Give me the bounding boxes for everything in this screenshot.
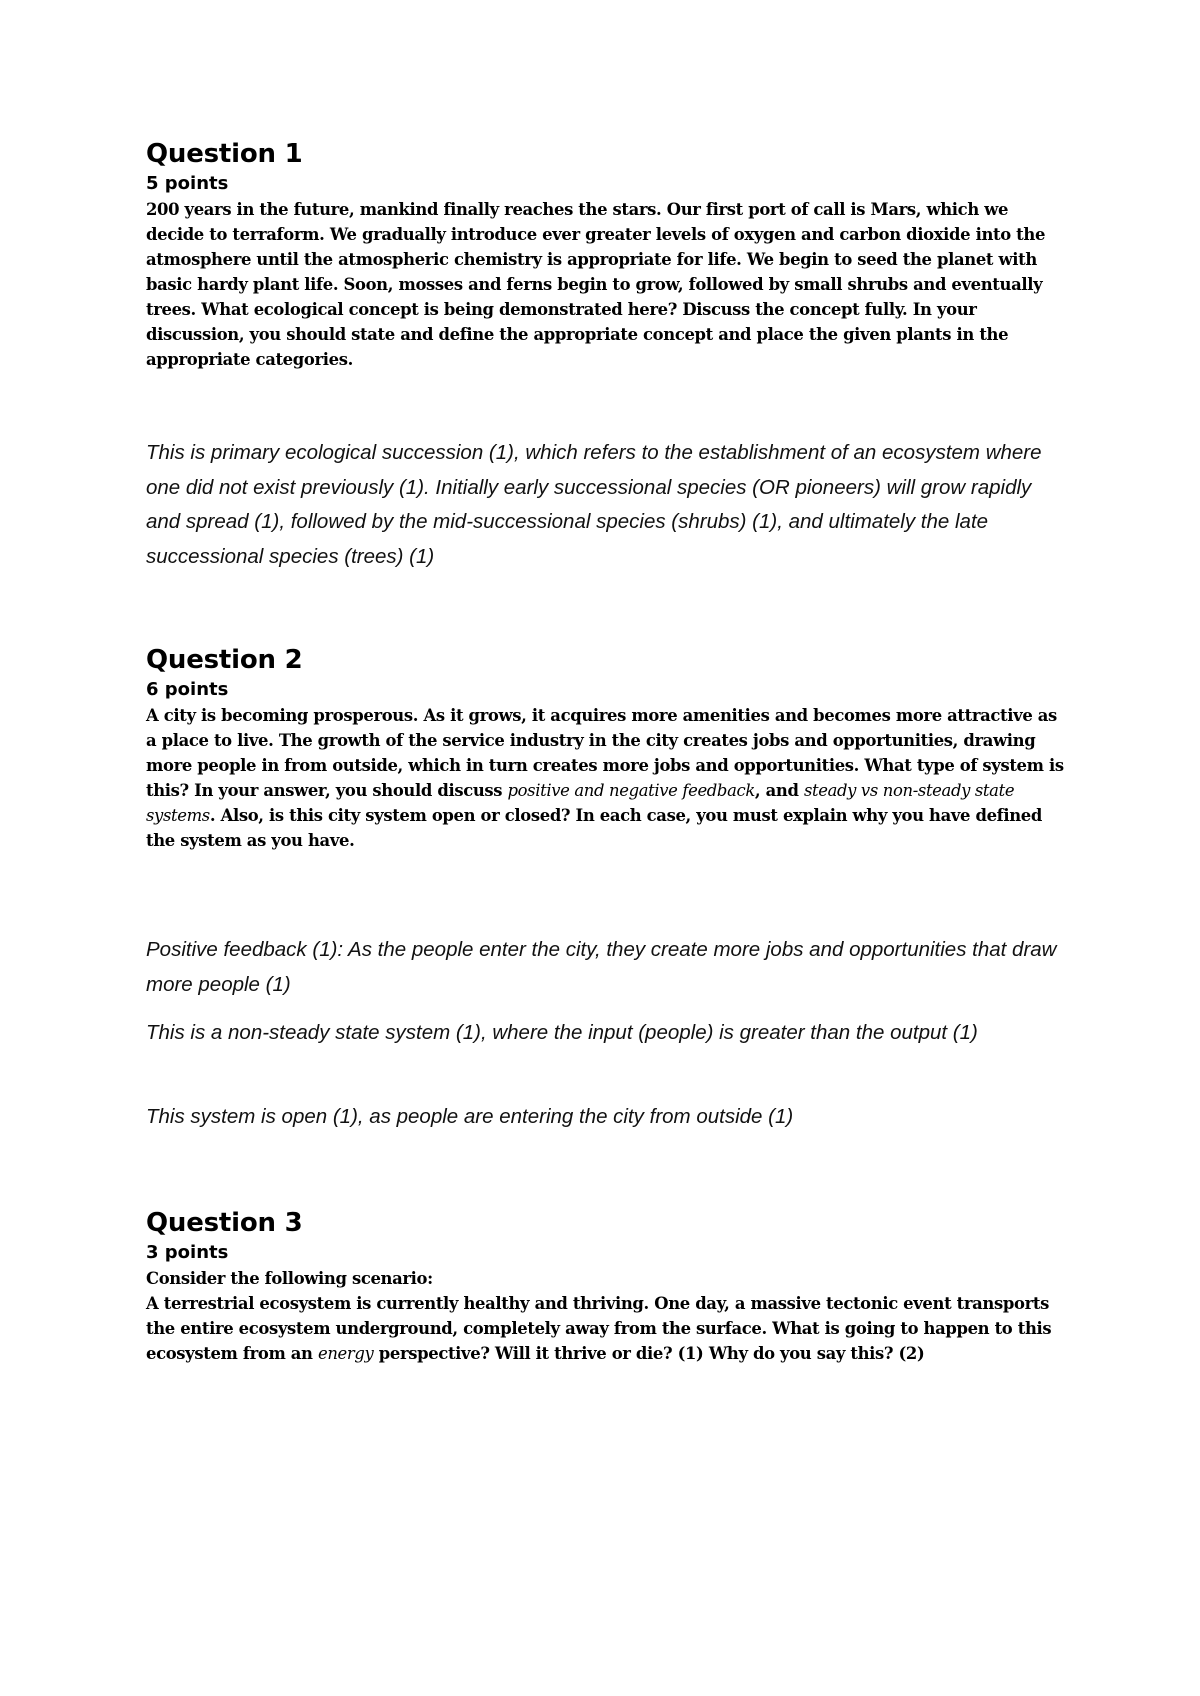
question-prompt: 200 years in the future, mankind finally reaches the stars. Our first port of call is Mars, which we decide to terraform. We gradually introduce ever greater levels of oxygen and carbon dioxide into the atmosphere until the atmospheric chemistry is appropriate for life. We begin to seed the planet with basic hardy plant life. Soon, mosses and ferns begin to grow, followed by small shrubs and eventually trees. What ecological concept is being demonstrated here? Discuss the concept fully. In your discussion, you should state and define the appropriate concept and place the given plants in the appropriate categories. bbox=[146, 200, 1046, 369]
question-intro: Consider the following scenario: bbox=[146, 1269, 433, 1288]
question-2 bbox=[146, 643, 1066, 853]
question-title: Question 3 bbox=[146, 1208, 303, 1238]
question-prompt: A terrestrial ecosystem is currently healthy and thriving. One day, a massive tectonic event transports the entire ecosystem underground, completely away from the surface. What is going to happen to this ecosystem from an energy perspective? Will it thrive or die? (1) Why do you say this? (2) bbox=[146, 1294, 1052, 1363]
question-title: Question 2 bbox=[146, 645, 303, 675]
emphasis: steady vs non-steady state systems bbox=[146, 781, 1015, 825]
question-points: 6 points bbox=[146, 679, 229, 700]
answer-paragraph: This is a non-steady state system (1), where the input (people) is greater than the output (1) bbox=[146, 1021, 978, 1044]
emphasis: energy bbox=[317, 1344, 374, 1363]
question-points: 3 points bbox=[146, 1242, 229, 1263]
answer-paragraph: Positive feedback (1): As the people enter the city, they create more jobs and opportunities that draw more people (1) bbox=[146, 938, 1057, 996]
answer-paragraph: This is primary ecological succession (1), which refers to the establishment of an ecosystem where one did not exist previously (1). Initially early successional species (OR pioneers) will grow rapidly and spread (1), followed by the mid-successional species (shrubs) (1), and ultimately the late successional species (trees) (1) bbox=[146, 441, 1042, 568]
emphasis: positive and negative feedback bbox=[507, 781, 755, 800]
answer-paragraph: This system is open (1), as people are entering the city from outside (1) bbox=[146, 1105, 794, 1128]
question-1 bbox=[146, 137, 1066, 372]
question-title: Question 1 bbox=[146, 139, 303, 169]
question-3 bbox=[146, 1206, 1066, 1366]
question-points: 5 points bbox=[146, 173, 229, 194]
question-prompt: A city is becoming prosperous. As it grows, it acquires more amenities and becomes more attractive as a place to live. The growth of the service industry in the city creates jobs and opportunities, drawing more people in from outside, which in turn creates more jobs and opportunities. What type of system is this? In your answer, you should discuss positive and negative feedback, and steady vs non-steady state systems. Also, is this city system open or closed? In each case, you must explain why you have defined the system as you have. bbox=[146, 706, 1064, 850]
document-page bbox=[146, 0, 1066, 1696]
